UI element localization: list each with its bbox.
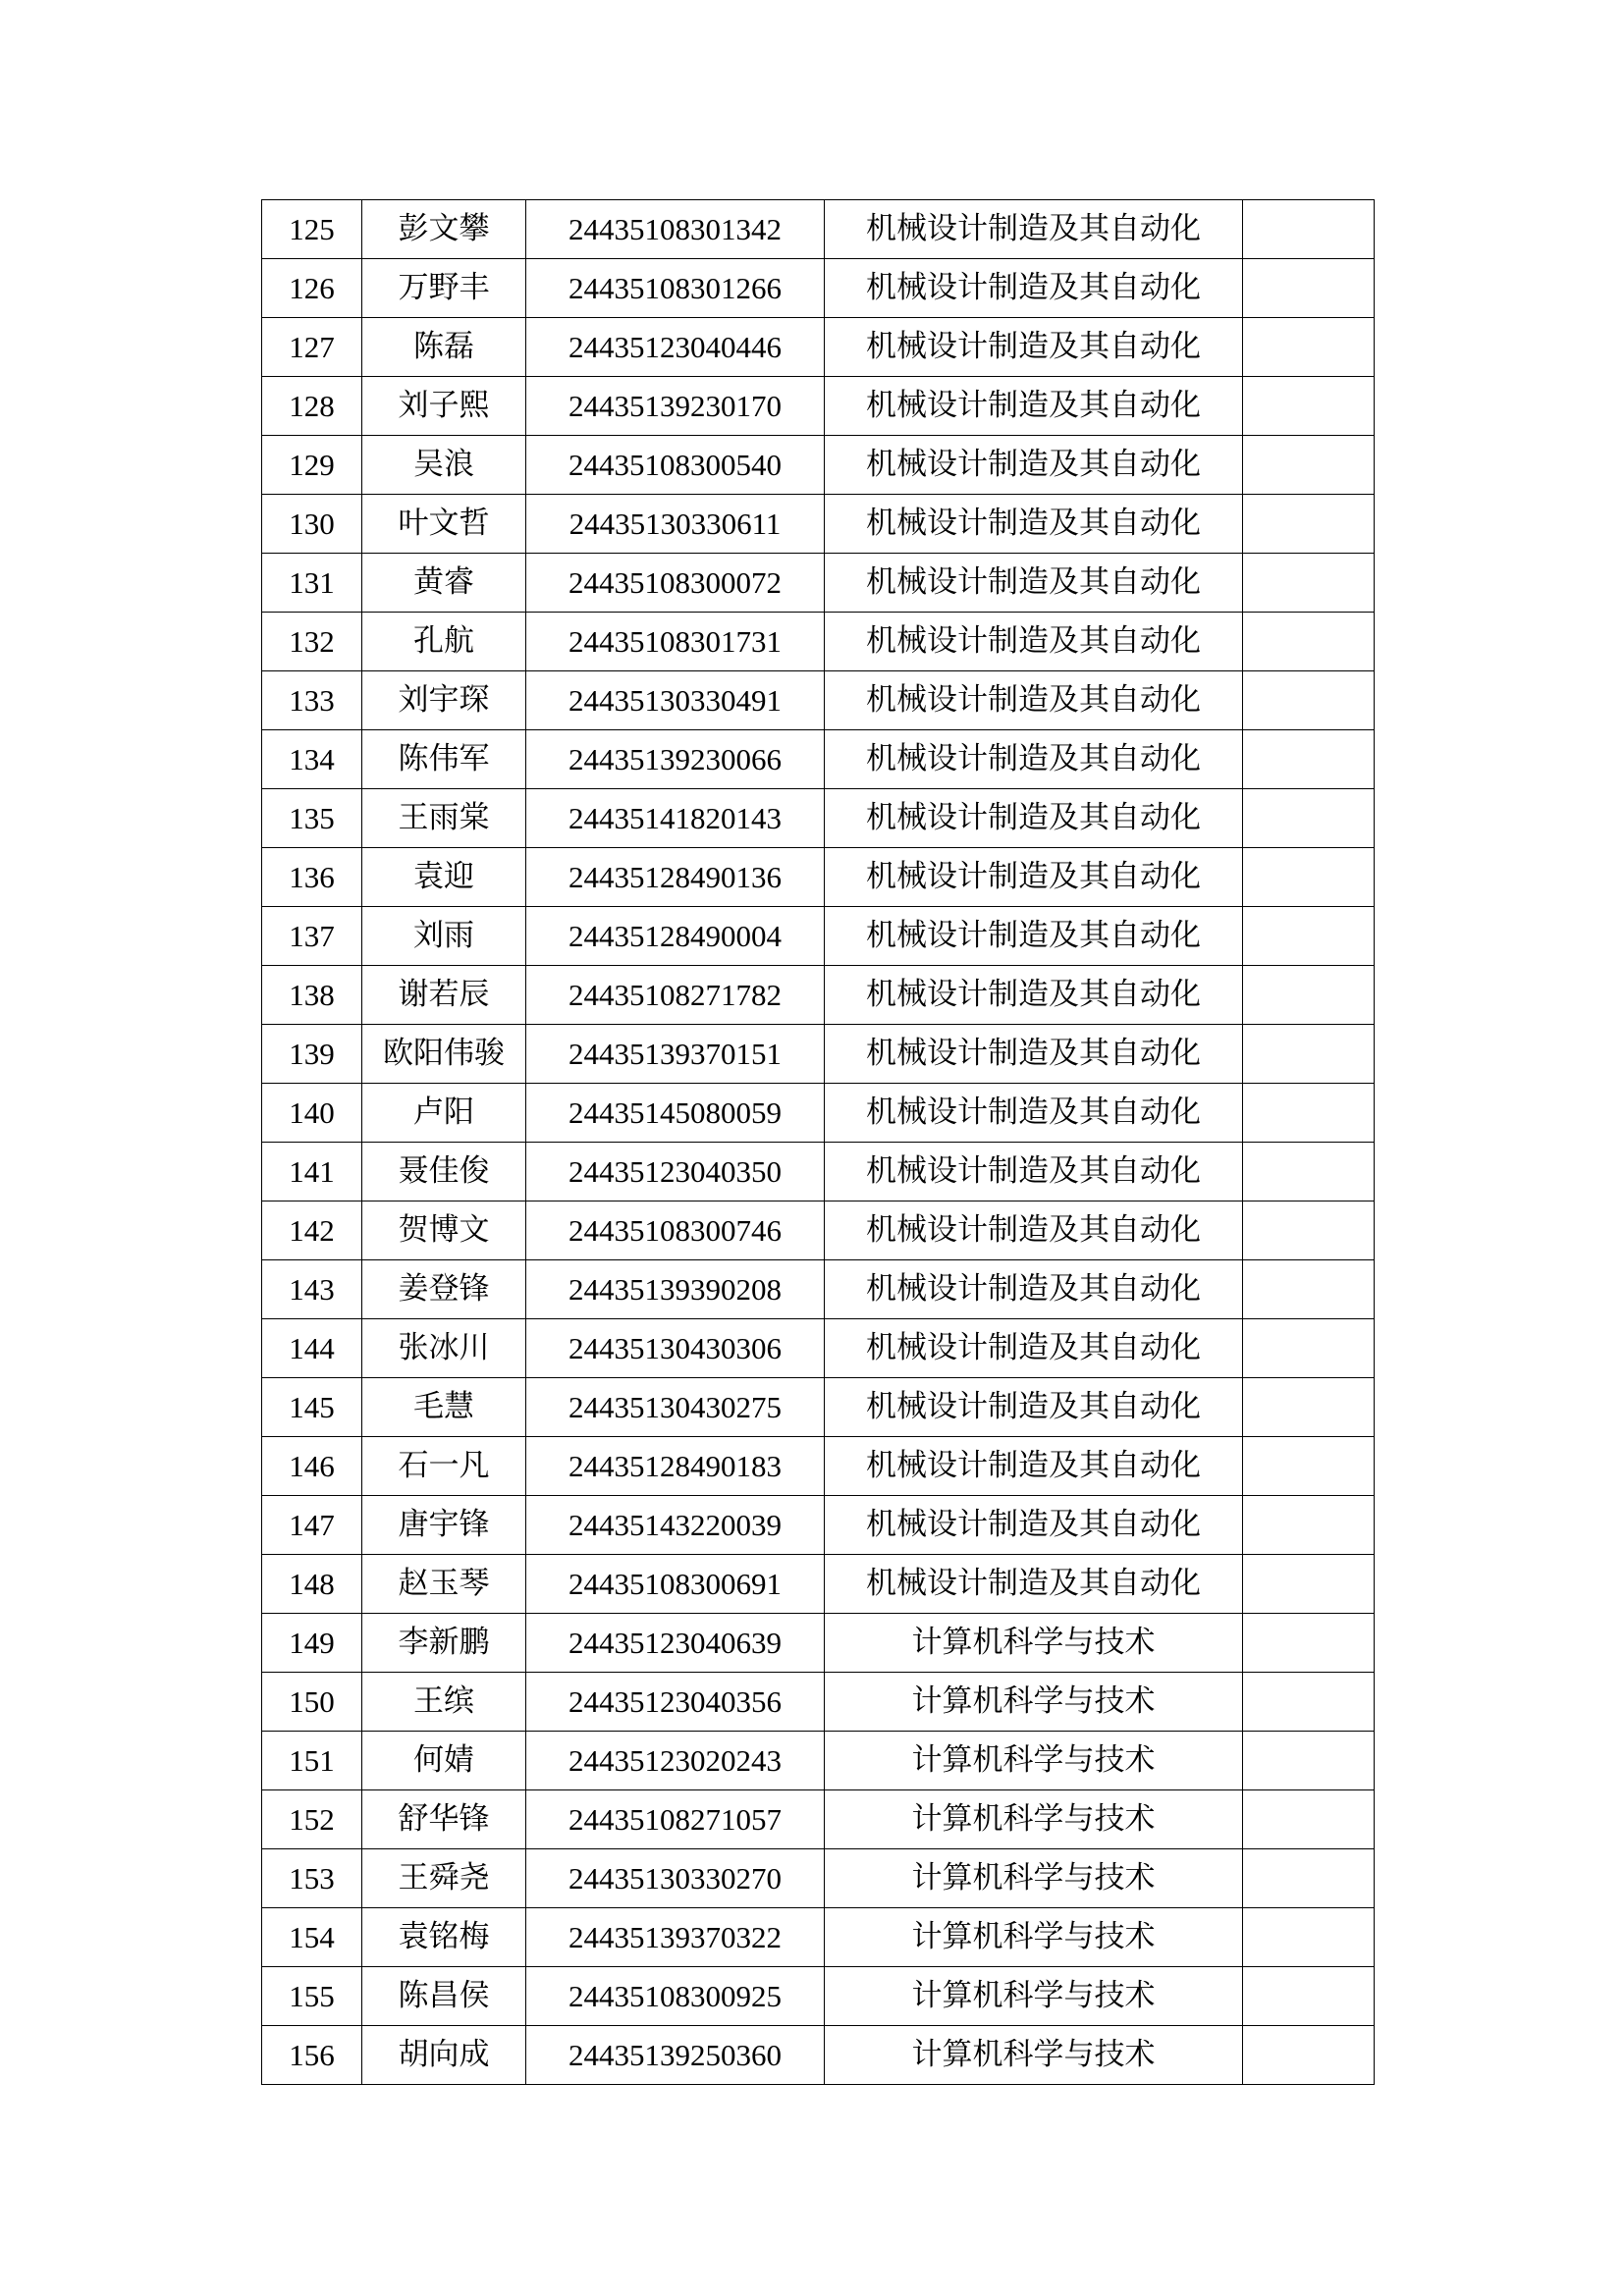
exam-number: 24435108301266 [526,259,825,318]
roster-table [261,199,1375,2085]
row-number: 154 [262,1908,362,1967]
row-number: 146 [262,1437,362,1496]
exam-number: 24435108271057 [526,1790,825,1849]
major-name: 机械设计制造及其自动化 [825,1201,1243,1260]
row-number: 156 [262,2026,362,2085]
remark-cell [1243,200,1375,259]
row-number: 131 [262,554,362,613]
major-name: 机械设计制造及其自动化 [825,200,1243,259]
remark-cell [1243,1849,1375,1908]
remark-cell [1243,1025,1375,1084]
student-name: 胡向成 [362,2026,526,2085]
remark-cell [1243,671,1375,730]
exam-number: 24435143220039 [526,1496,825,1555]
student-name: 李新鹏 [362,1614,526,1673]
row-number: 132 [262,613,362,671]
exam-number: 24435145080059 [526,1084,825,1143]
major-name: 机械设计制造及其自动化 [825,1025,1243,1084]
row-number: 145 [262,1378,362,1437]
major-name: 机械设计制造及其自动化 [825,1496,1243,1555]
remark-cell [1243,1378,1375,1437]
major-name: 计算机科学与技术 [825,2026,1243,2085]
student-name: 孔航 [362,613,526,671]
exam-number: 24435130430275 [526,1378,825,1437]
row-number: 153 [262,1849,362,1908]
major-name: 计算机科学与技术 [825,1967,1243,2026]
exam-number: 24435139230170 [526,377,825,436]
student-name: 石一凡 [362,1437,526,1496]
table-row [262,1378,1375,1437]
exam-number: 24435130330611 [526,495,825,554]
student-name: 赵玉琴 [362,1555,526,1614]
exam-number: 24435141820143 [526,789,825,848]
student-name: 陈昌侯 [362,1967,526,2026]
major-name: 计算机科学与技术 [825,1614,1243,1673]
student-name: 万野丰 [362,259,526,318]
row-number: 144 [262,1319,362,1378]
exam-number: 24435108301342 [526,200,825,259]
table-row [262,907,1375,966]
table-row [262,1967,1375,2026]
exam-number: 24435130430306 [526,1319,825,1378]
table-row [262,1908,1375,1967]
remark-cell [1243,259,1375,318]
major-name: 机械设计制造及其自动化 [825,789,1243,848]
major-name: 机械设计制造及其自动化 [825,377,1243,436]
row-number: 136 [262,848,362,907]
row-number: 152 [262,1790,362,1849]
remark-cell [1243,789,1375,848]
student-name: 王缤 [362,1673,526,1732]
student-name: 姜登锋 [362,1260,526,1319]
row-number: 130 [262,495,362,554]
remark-cell [1243,730,1375,789]
major-name: 机械设计制造及其自动化 [825,1143,1243,1201]
table-row [262,1437,1375,1496]
remark-cell [1243,1673,1375,1732]
remark-cell [1243,1084,1375,1143]
exam-number: 24435139370322 [526,1908,825,1967]
table-row [262,554,1375,613]
exam-number: 24435123040446 [526,318,825,377]
major-name: 机械设计制造及其自动化 [825,318,1243,377]
exam-number: 24435123040350 [526,1143,825,1201]
student-name: 王雨棠 [362,789,526,848]
major-name: 机械设计制造及其自动化 [825,671,1243,730]
remark-cell [1243,1790,1375,1849]
major-name: 机械设计制造及其自动化 [825,1437,1243,1496]
table-row [262,1201,1375,1260]
exam-number: 24435108300540 [526,436,825,495]
table-row [262,1849,1375,1908]
table-row [262,377,1375,436]
student-name: 唐宇锋 [362,1496,526,1555]
major-name: 机械设计制造及其自动化 [825,1319,1243,1378]
row-number: 143 [262,1260,362,1319]
exam-number: 24435123040356 [526,1673,825,1732]
row-number: 149 [262,1614,362,1673]
table-row [262,2026,1375,2085]
remark-cell [1243,495,1375,554]
student-name: 袁铭梅 [362,1908,526,1967]
table-row [262,259,1375,318]
row-number: 151 [262,1732,362,1790]
table-row [262,1673,1375,1732]
table-row [262,1732,1375,1790]
row-number: 128 [262,377,362,436]
exam-number: 24435130330270 [526,1849,825,1908]
major-name: 机械设计制造及其自动化 [825,1555,1243,1614]
remark-cell [1243,554,1375,613]
remark-cell [1243,1201,1375,1260]
major-name: 机械设计制造及其自动化 [825,259,1243,318]
row-number: 134 [262,730,362,789]
table-row [262,1319,1375,1378]
table-row [262,1555,1375,1614]
remark-cell [1243,1908,1375,1967]
row-number: 125 [262,200,362,259]
remark-cell [1243,613,1375,671]
major-name: 计算机科学与技术 [825,1673,1243,1732]
row-number: 142 [262,1201,362,1260]
exam-number: 24435128490004 [526,907,825,966]
table-row [262,436,1375,495]
remark-cell [1243,1555,1375,1614]
row-number: 137 [262,907,362,966]
row-number: 140 [262,1084,362,1143]
student-name: 吴浪 [362,436,526,495]
table-row [262,495,1375,554]
table-row [262,730,1375,789]
student-name: 谢若辰 [362,966,526,1025]
table-row [262,789,1375,848]
table-row [262,848,1375,907]
exam-number: 24435108301731 [526,613,825,671]
major-name: 机械设计制造及其自动化 [825,848,1243,907]
major-name: 机械设计制造及其自动化 [825,436,1243,495]
exam-number: 24435139390208 [526,1260,825,1319]
major-name: 机械设计制造及其自动化 [825,907,1243,966]
row-number: 155 [262,1967,362,2026]
student-name: 陈磊 [362,318,526,377]
exam-number: 24435139370151 [526,1025,825,1084]
row-number: 126 [262,259,362,318]
student-name: 王舜尧 [362,1849,526,1908]
row-number: 129 [262,436,362,495]
exam-number: 24435123020243 [526,1732,825,1790]
exam-number: 24435130330491 [526,671,825,730]
major-name: 计算机科学与技术 [825,1790,1243,1849]
exam-number: 24435128490136 [526,848,825,907]
major-name: 机械设计制造及其自动化 [825,730,1243,789]
remark-cell [1243,1967,1375,2026]
student-name: 贺博文 [362,1201,526,1260]
remark-cell [1243,2026,1375,2085]
major-name: 机械设计制造及其自动化 [825,1378,1243,1437]
row-number: 138 [262,966,362,1025]
exam-number: 24435108300746 [526,1201,825,1260]
remark-cell [1243,1732,1375,1790]
row-number: 147 [262,1496,362,1555]
remark-cell [1243,848,1375,907]
row-number: 139 [262,1025,362,1084]
row-number: 148 [262,1555,362,1614]
student-name: 卢阳 [362,1084,526,1143]
major-name: 计算机科学与技术 [825,1849,1243,1908]
table-row [262,1260,1375,1319]
student-name: 毛慧 [362,1378,526,1437]
exam-number: 24435139230066 [526,730,825,789]
exam-number: 24435128490183 [526,1437,825,1496]
remark-cell [1243,1260,1375,1319]
table-row [262,1143,1375,1201]
major-name: 计算机科学与技术 [825,1732,1243,1790]
exam-number: 24435108271782 [526,966,825,1025]
table-row [262,200,1375,259]
student-name: 欧阳伟骏 [362,1025,526,1084]
table-row [262,613,1375,671]
table-row [262,1496,1375,1555]
table-row [262,671,1375,730]
exam-number: 24435139250360 [526,2026,825,2085]
row-number: 133 [262,671,362,730]
table-row [262,1084,1375,1143]
major-name: 机械设计制造及其自动化 [825,966,1243,1025]
remark-cell [1243,436,1375,495]
row-number: 150 [262,1673,362,1732]
remark-cell [1243,377,1375,436]
exam-number: 24435108300691 [526,1555,825,1614]
student-name: 彭文攀 [362,200,526,259]
student-name: 黄睿 [362,554,526,613]
student-name: 刘宇琛 [362,671,526,730]
major-name: 机械设计制造及其自动化 [825,554,1243,613]
student-name: 叶文哲 [362,495,526,554]
remark-cell [1243,1437,1375,1496]
remark-cell [1243,318,1375,377]
major-name: 机械设计制造及其自动化 [825,1260,1243,1319]
student-name: 刘雨 [362,907,526,966]
table-row [262,1025,1375,1084]
student-name: 何婧 [362,1732,526,1790]
student-name: 舒华锋 [362,1790,526,1849]
remark-cell [1243,966,1375,1025]
row-number: 135 [262,789,362,848]
table-row [262,1614,1375,1673]
exam-number: 24435108300072 [526,554,825,613]
student-name: 陈伟军 [362,730,526,789]
roster-body [262,200,1375,2085]
student-name: 张冰川 [362,1319,526,1378]
row-number: 127 [262,318,362,377]
major-name: 机械设计制造及其自动化 [825,1084,1243,1143]
remark-cell [1243,1496,1375,1555]
remark-cell [1243,1614,1375,1673]
remark-cell [1243,907,1375,966]
remark-cell [1243,1143,1375,1201]
table-row [262,1790,1375,1849]
student-name: 聂佳俊 [362,1143,526,1201]
major-name: 机械设计制造及其自动化 [825,495,1243,554]
major-name: 机械设计制造及其自动化 [825,613,1243,671]
remark-cell [1243,1319,1375,1378]
exam-number: 24435123040639 [526,1614,825,1673]
student-name: 袁迎 [362,848,526,907]
row-number: 141 [262,1143,362,1201]
exam-number: 24435108300925 [526,1967,825,2026]
student-name: 刘子熙 [362,377,526,436]
table-row [262,318,1375,377]
major-name: 计算机科学与技术 [825,1908,1243,1967]
table-row [262,966,1375,1025]
